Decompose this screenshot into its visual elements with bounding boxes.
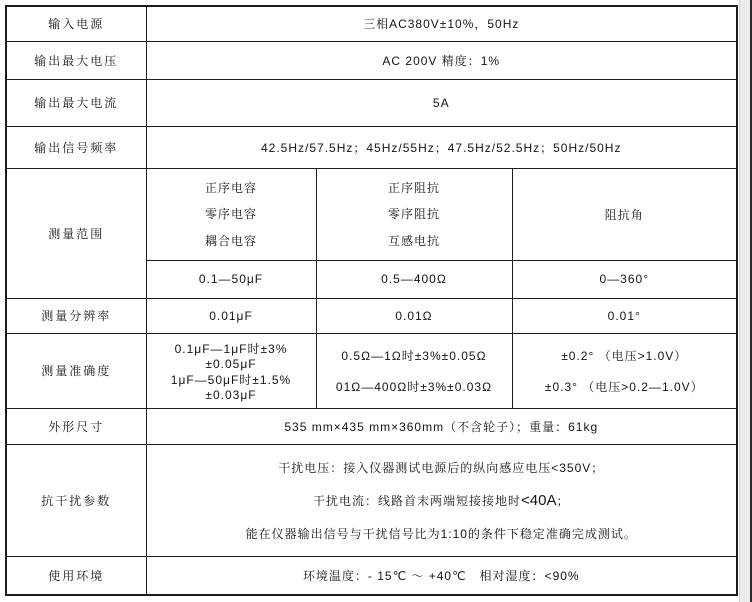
max-output-voltage-value: AC 200V 精度：1% (146, 41, 737, 79)
row-dimensions (6, 408, 737, 444)
input-power-label: 输入电源 (6, 6, 146, 41)
row-measure-resolution (6, 298, 737, 333)
row-input-power (6, 6, 737, 41)
accuracy-line: ±0.3° （电压>0.2—1.0V） (544, 379, 704, 394)
max-output-current-value: 5A (146, 79, 737, 126)
measure-range-angle-name (512, 168, 737, 260)
spec-table (5, 5, 738, 596)
max-output-current-label: 输出最大电流 (6, 79, 146, 126)
capacitance-resolution-value: 0.01μF (146, 298, 316, 333)
dimensions-value: 535 mm×435 mm×360mm（不含轮子）；重量：61kg (146, 408, 737, 444)
measure-resolution-label: 测量分辨率 (6, 298, 146, 333)
angle-resolution-value: 0.01° (512, 298, 737, 333)
impedance-range-value: 0.5—400Ω (316, 260, 512, 298)
impedance-accuracy-cell (316, 333, 512, 408)
accuracy-line: 0.5Ω—1Ω时±3%±0.05Ω (341, 348, 487, 363)
range-name: 互感电抗 (387, 233, 440, 248)
range-name: 零序电容 (204, 207, 257, 222)
interference-voltage-line: 干扰电压：接入仪器测试电源后的纵向感应电压<350V； (278, 460, 605, 475)
interference-current-value: <40A (521, 491, 557, 509)
accuracy-line: 0.1μF—1μF时±3%±0.05μF (174, 341, 288, 371)
anti-interference-cell (146, 444, 737, 556)
row-max-output-current (6, 79, 737, 126)
accuracy-line: 1μF—50μF时±1.5%±0.03μF (170, 372, 292, 402)
max-output-voltage-label: 输出最大电压 (6, 41, 146, 79)
range-name: 零序阻抗 (387, 207, 440, 222)
accuracy-line: ±0.2° （电压>1.0V） (561, 348, 688, 363)
range-name: 阻抗角 (604, 207, 644, 222)
range-name: 正序阻抗 (387, 181, 440, 196)
capacitance-range-value: 0.1—50μF (146, 260, 316, 298)
accuracy-line: 01Ω—400Ω时±3%±0.03Ω (335, 379, 493, 394)
row-max-output-voltage (6, 41, 737, 79)
row-output-signal-frequency (6, 126, 737, 168)
scrollbar-track[interactable] (739, 0, 752, 602)
interference-ratio-line: 能在仪器输出信号与干扰信号比为1:10的条件下稳定准确完成测试。 (245, 526, 637, 541)
input-power-value: 三相AC380V±10%，50Hz (146, 6, 737, 41)
dimensions-label: 外形尺寸 (6, 408, 146, 444)
row-measure-range-names (6, 168, 737, 260)
anti-interference-label: 抗干扰参数 (6, 444, 146, 556)
environment-value: 环境温度：- 15℃ ～ +40℃ 相对湿度：<90% (146, 556, 737, 595)
row-measure-accuracy (6, 333, 737, 408)
environment-label: 使用环境 (6, 556, 146, 595)
measure-range-label: 测量范围 (6, 168, 146, 298)
row-environment (6, 556, 737, 595)
measure-accuracy-label: 测量准确度 (6, 333, 146, 408)
interference-current-suffix: ； (556, 493, 570, 508)
angle-range-value: 0—360° (512, 260, 737, 298)
measure-range-impedance-names (316, 168, 512, 260)
interference-current-text: 干扰电流：线路首末两端短接接地时 (313, 493, 522, 508)
range-name: 耦合电容 (204, 233, 257, 248)
row-anti-interference (6, 444, 737, 556)
output-signal-frequency-value: 42.5Hz/57.5Hz；45Hz/55Hz；47.5Hz/52.5Hz；50Hz/50Hz (146, 126, 737, 168)
output-signal-frequency-label: 输出信号频率 (6, 126, 146, 168)
impedance-resolution-value: 0.01Ω (316, 298, 512, 333)
measure-range-capacitance-names (146, 168, 316, 260)
angle-accuracy-cell (512, 333, 737, 408)
range-name: 正序电容 (204, 181, 257, 196)
capacitance-accuracy-cell (146, 333, 316, 408)
interference-current-line (313, 492, 569, 509)
